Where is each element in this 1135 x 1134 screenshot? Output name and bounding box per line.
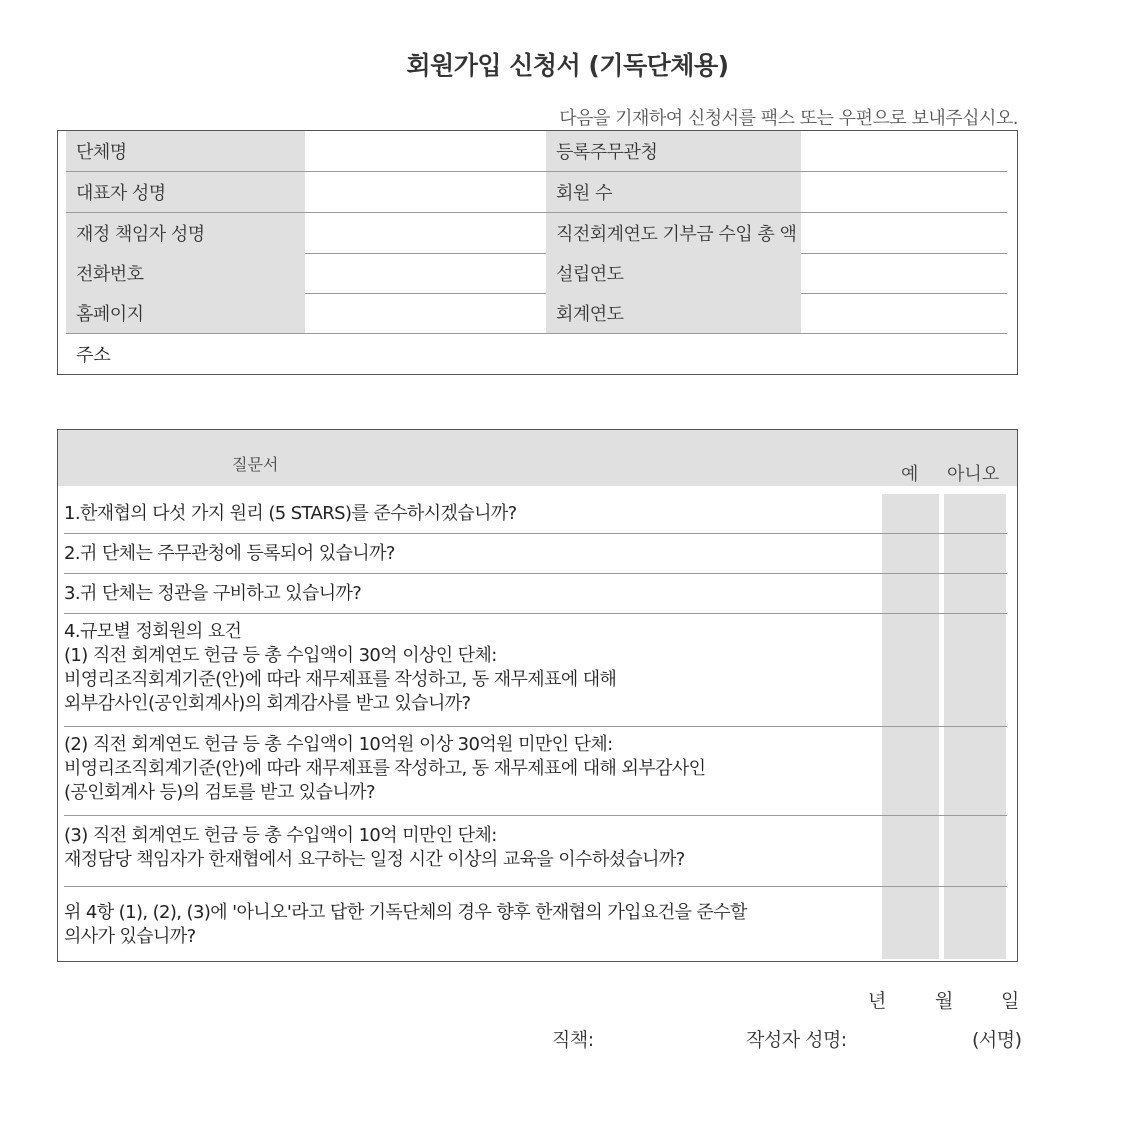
question-line: (3) 직전 회계연도 헌금 등 총 수입액이 10억 미만인 단체:	[64, 825, 497, 846]
question-text	[64, 901, 747, 949]
question-line: (공인회계사 등)의 검토를 받고 있습니까?	[64, 782, 375, 803]
info-label: 전화번호	[66, 253, 305, 293]
info-label: 회원 수	[546, 172, 801, 212]
donation-income-field[interactable]	[801, 213, 1007, 253]
applicant-info-table	[57, 130, 1018, 375]
question-line: 의사가 있습니까?	[64, 926, 196, 947]
instruction-text: 다음을 기재하여 신청서를 팩스 또는 우편으로 보내주십시오.	[559, 108, 1018, 129]
question-line: 1.한재협의 다섯 가지 원리 (5 STARS)를 준수하시겠습니까?	[64, 503, 517, 524]
question-line: 4.규모별 정회원의 요건	[64, 621, 242, 642]
question-row	[64, 574, 1007, 614]
signature-label: (서명)	[972, 1029, 1022, 1051]
question-row	[64, 534, 1007, 574]
yes-column-label: 예	[901, 464, 919, 485]
info-label: 대표자 성명	[66, 172, 305, 212]
address-label: 주소	[76, 345, 111, 366]
question-line: (1) 직전 회계연도 헌금 등 총 수입액이 30억 이상인 단체:	[64, 645, 497, 666]
date-month-label: 월	[935, 990, 954, 1012]
question-line: 비영리조직회계기준(안)에 따라 재무제표를 작성하고, 동 재무제표에 대해 외부감사인	[64, 758, 706, 779]
info-row	[66, 172, 1007, 213]
info-label: 설립연도	[546, 253, 801, 293]
question-line: 비영리조직회계기준(안)에 따라 재무제표를 작성하고, 동 재무제표에 대해	[64, 669, 617, 690]
question-line: 2.귀 단체는 주무관청에 등록되어 있습니까?	[64, 543, 395, 564]
date-day-label: 일	[1001, 990, 1020, 1012]
representative-name-field[interactable]	[305, 172, 546, 212]
question-row	[64, 727, 1007, 816]
question-row	[64, 614, 1007, 727]
info-label: 등록주무관청	[546, 131, 801, 171]
question-line: 외부감사인(공인회계사)의 회계감사를 받고 있습니까?	[64, 693, 471, 714]
info-label: 재정 책임자 성명	[66, 213, 305, 253]
questionnaire-header	[58, 430, 1017, 486]
writer-name-label: 작성자 성명:	[746, 1029, 847, 1051]
question-text	[64, 542, 395, 566]
organization-name-field[interactable]	[305, 131, 546, 171]
question-text	[64, 733, 705, 805]
question-line: 3.귀 단체는 정관을 구비하고 있습니까?	[64, 583, 362, 604]
form-title: 회원가입 신청서 (기독단체용)	[406, 51, 729, 80]
info-label: 홈페이지	[66, 293, 305, 333]
info-row	[66, 131, 1007, 172]
questionnaire-table	[57, 429, 1018, 962]
question-line: 재정담당 책임자가 한재협에서 요구하는 일정 시간 이상의 교육을 이수하셨습니까?	[64, 849, 685, 870]
info-row	[66, 253, 1007, 294]
phone-field[interactable]	[305, 253, 546, 293]
questionnaire-title: 질문서	[232, 455, 279, 474]
registration-authority-field[interactable]	[801, 131, 1007, 171]
question-line: 위 4항 (1), (2), (3)에 '아니오'라고 답한 기독단체의 경우 향후 한재협의 가입요건을 준수할	[64, 902, 747, 923]
founded-year-field[interactable]	[801, 253, 1007, 293]
question-text	[64, 824, 685, 872]
position-label: 직책:	[552, 1029, 594, 1051]
question-row	[64, 816, 1007, 887]
member-count-field[interactable]	[801, 172, 1007, 212]
question-line: (2) 직전 회계연도 헌금 등 총 수입액이 10억원 이상 30억원 미만인 단체:	[64, 734, 613, 755]
question-text	[64, 502, 517, 526]
info-label: 회계연도	[546, 293, 801, 333]
homepage-field[interactable]	[305, 293, 546, 333]
info-row	[66, 213, 1007, 254]
question-row	[64, 887, 1007, 957]
question-row	[64, 492, 1007, 534]
no-column-label: 아니오	[947, 464, 1000, 485]
question-text	[64, 582, 361, 606]
info-row	[66, 293, 1007, 334]
info-label: 직전회계연도 기부금 수입 총 액	[546, 213, 801, 253]
date-year-label: 년	[868, 990, 887, 1012]
fiscal-year-field[interactable]	[801, 293, 1007, 333]
question-text	[64, 620, 616, 716]
finance-manager-field[interactable]	[305, 213, 546, 253]
info-label: 단체명	[66, 131, 305, 171]
